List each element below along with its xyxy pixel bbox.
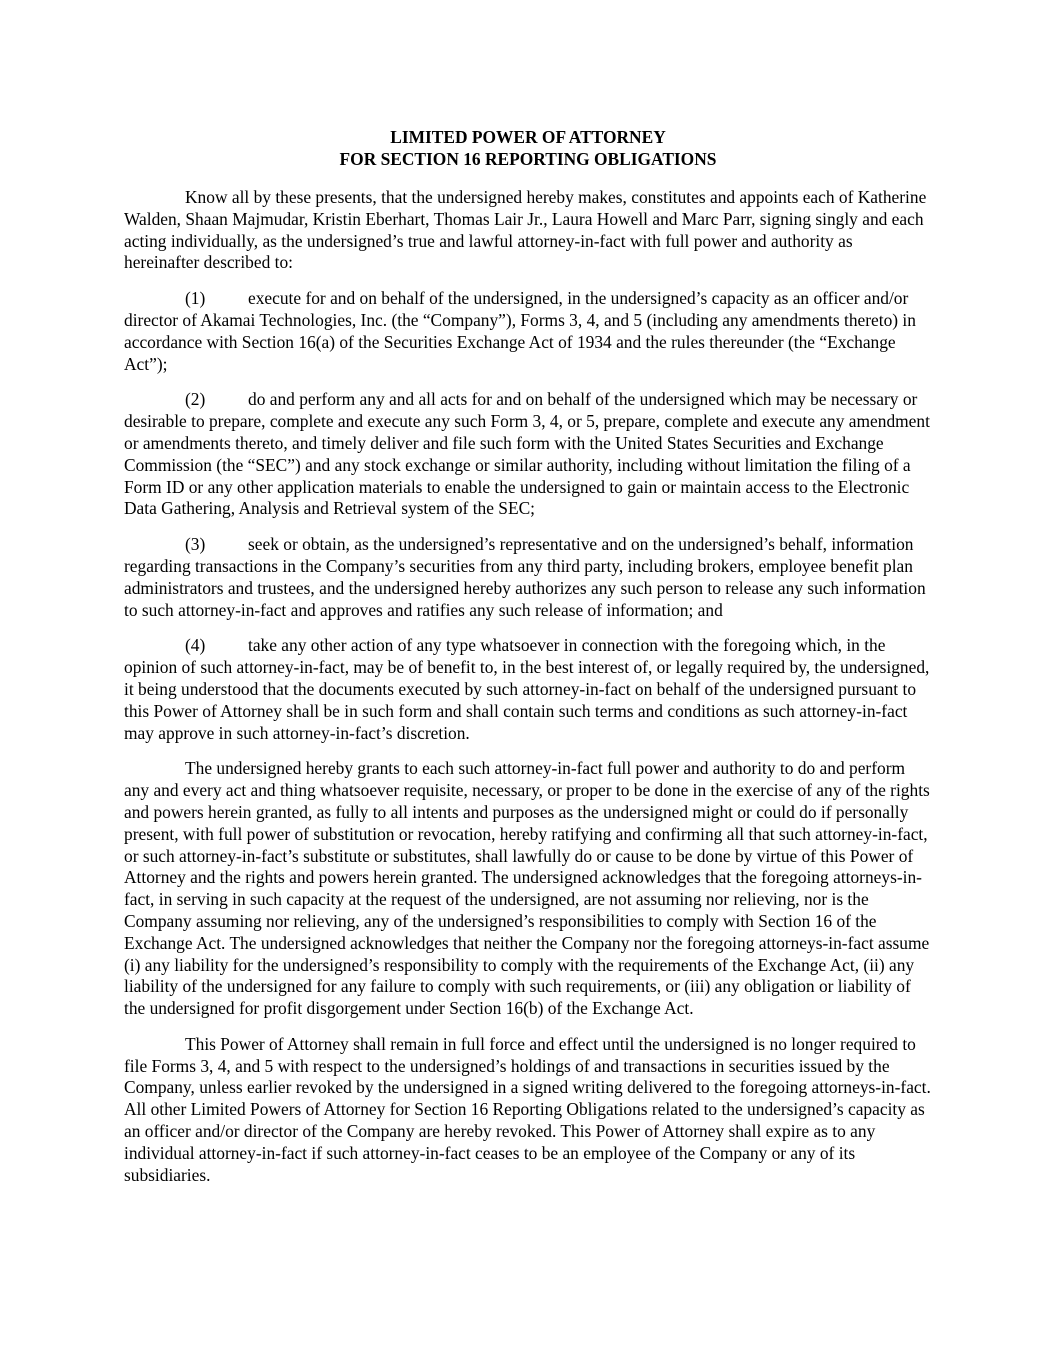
item-paragraph-2: [124, 389, 932, 520]
item-paragraph-4: [124, 635, 932, 744]
item-text: take any other action of any type whatsoever in connection with the foregoing which, in the opinion of such attorney-in-fact, may be of benefit to, in the best interest of, or legally required by, the undersigned, it being understood that the documents executed by such attorney-in-fact on behalf of the undersigned pursuant to this Power of Attorney shall be in such form and shall contain such terms and conditions as such attorney-in-fact may approve in such attorney-in-fact’s discretion.: [124, 635, 930, 743]
item-number: (4): [185, 635, 206, 656]
title-line-2: FOR SECTION 16 REPORTING OBLIGATIONS: [339, 149, 717, 169]
item-paragraph-3: [124, 534, 932, 621]
item-number: (3): [185, 534, 206, 555]
item-text: do and perform any and all acts for and on behalf of the undersigned which may be necessary or desirable to prepare, complete and execute any such Form 3, 4, or 5, prepare, complete and execute any amendment or amendments thereto, and timely deliver and file such form with the United States Securities and Exchange Commission (the “SEC”) and any stock exchange or similar authority, including without limitation the filing of a Form ID or any other application materials to enable the undersigned to gain or maintain access to the Electronic Data Gathering, Analysis and Retrieval system of the SEC;: [124, 389, 930, 519]
grant-paragraph: The undersigned hereby grants to each such attorney-in-fact full power and authority to do and perform any and every act and thing whatsoever requisite, necessary, or proper to be done in the exercise of any of the rights and powers herein granted, as fully to all intents and purposes as the undersigned might or could do if personally present, with full power of substitution or revocation, hereby ratifying and confirming all that such attorney-in-fact, or such attorney-in-fact’s substitute or substitutes, shall lawfully do or cause to be done by virtue of this Power of Attorney and the rights and powers herein granted. The undersigned acknowledges that the foregoing attorneys-in-fact, in serving in such capacity at the request of the undersigned, are not assuming nor relieving, nor is the Company assuming nor relieving, any of the undersigned’s responsibilities to comply with Section 16 of the Exchange Act. The undersigned acknowledges that neither the Company nor the foregoing attorneys-in-fact assume (i) any liability for the undersigned’s responsibility to comply with the requirements of the Exchange Act, (ii) any liability of the undersigned for any failure to comply with such requirements, or (iii) any obligation or liability of the undersigned for profit disgorgement under Section 16(b) of the Exchange Act.: [124, 758, 930, 1019]
intro-paragraph: Know all by these presents, that the undersigned hereby makes, constitutes and appoints each of Katherine Walden, Shaan Majmudar, Kristin Eberhart, Thomas Lair Jr., Laura Howell and Marc Parr, signing singly and each acting individually, as the undersigned’s true and lawful attorney-in-fact with full power and authority as hereinafter described to:: [124, 187, 927, 273]
item-paragraph-1: [124, 288, 932, 375]
item-text: execute for and on behalf of the undersigned, in the undersigned’s capacity as an officer and/or director of Akamai Technologies, Inc. (the “Company”), Forms 3, 4, and 5 (including any amendments thereto) in accordance with Section 16(a) of the Securities Exchange Act of 1934 and the rules thereunder (the “Exchange Act”);: [124, 288, 916, 374]
document-title: [124, 126, 932, 170]
item-number: (1): [185, 288, 206, 309]
item-text: seek or obtain, as the undersigned’s representative and on the undersigned’s behalf, information regarding transactions in the Company’s securities from any third party, including brokers, employee benefit plan administrators and trustees, and the undersigned hereby authorizes any such person to release any such information to such attorney-in-fact and approves and ratifies any such release of information; and: [124, 534, 926, 620]
document-page: [124, 126, 932, 1200]
item-number: (2): [185, 389, 206, 410]
title-line-1: LIMITED POWER OF ATTORNEY: [390, 127, 666, 147]
term-paragraph: This Power of Attorney shall remain in full force and effect until the undersigned is no longer required to file Forms 3, 4, and 5 with respect to the undersigned’s holdings of and transactions in securities issued by the Company, unless earlier revoked by the undersigned in a signed writing delivered to the foregoing attorneys-in-fact. All other Limited Powers of Attorney for Section 16 Reporting Obligations related to the undersigned’s capacity as an officer and/or director of the Company are hereby revoked. This Power of Attorney shall expire as to any individual attorney-in-fact if such attorney-in-fact ceases to be an employee of the Company or any of its subsidiaries.: [124, 1033, 931, 1185]
